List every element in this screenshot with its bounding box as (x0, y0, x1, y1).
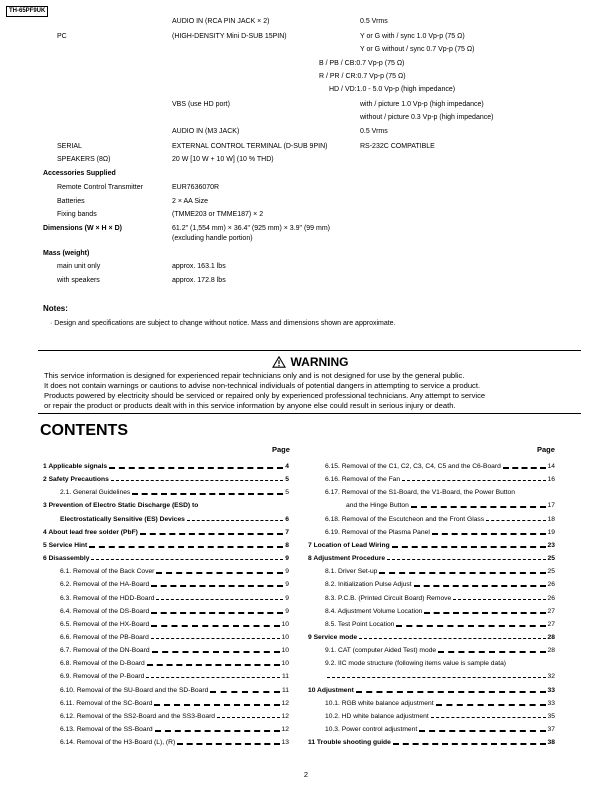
toc-leader (154, 704, 279, 706)
toc-entry[interactable] (60, 659, 289, 668)
spec-text: HD / VD:1.0 - 5.0 Vp-p (high impedance) (329, 86, 456, 93)
toc-label: 6.10. Removal of the SU-Board and the SD-Board (60, 687, 209, 694)
toc-page-number: 11 (282, 687, 289, 694)
toc-page-number: 11 (282, 673, 289, 680)
toc-label: 6.14. Removal of the H3-Board (L), (R) (60, 739, 176, 746)
spec-heading: Dimensions (W × H × D) (43, 225, 122, 232)
page-column-header-left: Page (272, 445, 290, 454)
toc-label: 8 Adjustment Procedure (308, 555, 386, 562)
toc-page-number: 19 (547, 529, 555, 536)
toc-entry[interactable] (308, 633, 555, 642)
toc-leader (396, 625, 545, 627)
toc-page-number: 7 (285, 529, 289, 536)
toc-entry[interactable] (43, 554, 289, 563)
toc-label: 5 Service Hint (43, 542, 88, 549)
toc-label: 6.18. Removal of the Escutcheon and the Front Glass (325, 516, 485, 523)
toc-label: 3 Prevention of Electro Static Discharge (ESD) to (43, 502, 199, 509)
warning-title: WARNING (290, 355, 349, 369)
toc-page-number: 17 (547, 502, 555, 509)
toc-entry[interactable] (325, 620, 555, 629)
toc-page-number: 10 (281, 647, 289, 654)
toc-page-number: 8 (285, 542, 289, 549)
notes-body: · Design and specifications are subject to change without notice. Mass and dimensions shown are approximate. (50, 320, 396, 327)
toc-entry[interactable] (346, 501, 555, 510)
toc-label: 6.11. Removal of the SC-Board (60, 700, 153, 707)
toc-entry[interactable] (325, 594, 555, 603)
toc-entry[interactable] (43, 528, 289, 537)
toc-entry[interactable] (60, 738, 289, 747)
toc-entry[interactable] (60, 594, 289, 603)
toc-entry[interactable] (60, 488, 289, 497)
toc-page-number: 5 (285, 489, 289, 496)
toc-page-number: 12 (281, 700, 289, 707)
toc-entry[interactable] (325, 567, 555, 576)
spec-text: without / picture 0.3 Vp-p (high impedance) (360, 114, 494, 121)
page-number: 2 (303, 770, 309, 779)
toc-page-number: 18 (547, 516, 555, 523)
toc-page-number: 16 (547, 476, 555, 483)
spec-text: with / picture 1.0 Vp-p (high impedance) (360, 101, 484, 108)
toc-leader (453, 599, 545, 600)
toc-label: 6.7. Removal of the DN-Board (60, 647, 150, 654)
toc-page-number: 23 (547, 542, 555, 549)
spec-text: 20 W [10 W + 10 W] (10 % THD) (172, 156, 274, 163)
toc-label: 6.19. Removal of the Plasma Panel (325, 529, 430, 536)
toc-leader (155, 730, 280, 732)
warning-line: This service information is designed for experienced repair technicians only and is not designed for use by the general public. (44, 371, 465, 380)
toc-label: 1 Applicable signals (43, 463, 108, 470)
toc-leader (151, 638, 280, 639)
spec-text: approx. 172.8 lbs (172, 277, 226, 284)
toc-label: 10.3. Power control adjustment (325, 726, 418, 733)
toc-entry[interactable] (60, 686, 289, 695)
spec-text: AUDIO IN (M3 JACK) (172, 128, 240, 135)
toc-entry[interactable] (43, 475, 289, 484)
toc-page-number: 9 (285, 568, 289, 575)
spec-text: R / PR / CR:0.7 Vp-p (75 Ω) (319, 73, 406, 80)
spec-text: 2 × AA Size (172, 198, 208, 205)
warning-line: Products powered by electricity should be serviced or repaired only by experienced professional technicians. Any attempt to service (44, 391, 486, 400)
toc-entry[interactable] (325, 646, 555, 655)
toc-label: 6.8. Removal of the D-Board (60, 660, 145, 667)
toc-leader (177, 743, 279, 745)
toc-leader (503, 467, 546, 469)
toc-page-number: 9 (285, 608, 289, 615)
spec-text: RS-232C COMPATIBLE (360, 143, 435, 150)
spec-text: 0.5 Vrms (360, 18, 388, 25)
spec-heading: Mass (weight) (43, 250, 90, 257)
toc-label: 6.5. Removal of the HX-Board (60, 621, 150, 628)
toc-entry[interactable] (325, 725, 555, 734)
spec-text: (HIGH-DENSITY Mini D-SUB 15PIN) (172, 33, 287, 40)
toc-entry[interactable] (60, 672, 289, 681)
spec-text: Y or G with / sync 1.0 Vp-p (75 Ω) (360, 33, 465, 40)
toc-page-number: 28 (547, 634, 555, 641)
toc-label: 8.4. Adjustment Volume Location (325, 608, 423, 615)
spec-text: Remote Control Transmitter (57, 184, 143, 191)
warning-heading (38, 355, 581, 369)
toc-leader (402, 480, 545, 481)
toc-leader (436, 704, 546, 706)
toc-page-number: 33 (547, 700, 555, 707)
toc-leader (438, 651, 545, 653)
toc-label: 6 Disassembly (43, 555, 90, 562)
toc-entry[interactable] (308, 738, 555, 747)
toc-page-number: 27 (547, 621, 555, 628)
toc-leader (424, 612, 545, 614)
toc-leader (217, 717, 280, 718)
toc-leader (146, 677, 280, 678)
toc-page-number: 38 (547, 739, 555, 746)
toc-leader (140, 533, 283, 535)
toc-entry[interactable] (325, 607, 555, 616)
toc-leader (431, 717, 546, 718)
toc-leader (432, 533, 546, 535)
toc-page-number: 10 (281, 621, 289, 628)
toc-page-number: 5 (285, 476, 289, 483)
toc-entry[interactable] (60, 699, 289, 708)
spec-text: (excluding handle portion) (172, 235, 253, 242)
toc-page-number: 12 (281, 726, 289, 733)
toc-leader (411, 506, 546, 508)
toc-label: 6.15. Removal of the C1, C2, C3, C4, C5 and the C6-Board (325, 463, 501, 470)
toc-leader (156, 572, 283, 574)
toc-page-number: 9 (285, 555, 289, 562)
toc-label: Electrostatically Sensitive (ES) Devices (60, 516, 185, 523)
model-tag: TH-65PF9UK (6, 6, 48, 17)
toc-label: 10 Adjustment (308, 687, 354, 694)
toc-entry[interactable] (308, 554, 555, 563)
toc-leader (89, 546, 283, 548)
toc-page-number: 13 (281, 739, 289, 746)
toc-label: 4 About lead free solder (PbF) (43, 529, 138, 536)
toc-page-number: 27 (547, 608, 555, 615)
toc-entry[interactable] (60, 633, 289, 642)
contents-title: CONTENTS (40, 422, 128, 439)
spec-text: Batteries (57, 198, 85, 205)
toc-page-number: 4 (285, 463, 289, 470)
toc-page-number: 12 (281, 713, 289, 720)
spec-text: main unit only (57, 263, 101, 270)
toc-page-number: 28 (547, 647, 555, 654)
spec-text: SERIAL (57, 143, 82, 150)
toc-label: 6.2. Removal of the HA-Board (60, 581, 150, 588)
toc-label: 6.16. Removal of the Fan (325, 476, 401, 483)
toc-leader (151, 612, 283, 614)
spec-text: EUR7636070R (172, 184, 220, 191)
toc-label: 10.2. HD white balance adjustment (325, 713, 429, 720)
warning-line: It does not contain warnings or cautions to advise non-technical individuals of potential dangers in attempting to service a product. (44, 381, 481, 390)
toc-label: 10.1. RGB white balance adjustment (325, 700, 434, 707)
toc-label: 9 Service mode (308, 634, 358, 641)
toc-page-number: 37 (547, 726, 555, 733)
toc-leader (132, 493, 283, 495)
toc-page-number: 32 (547, 673, 555, 680)
notes-title: Notes: (43, 304, 68, 313)
toc-leader (359, 638, 545, 639)
spec-text: EXTERNAL CONTROL TERMINAL (D-SUB 9PIN) (172, 143, 328, 150)
toc-label: 6.4. Removal of the DS-Board (60, 608, 150, 615)
warning-triangle-icon (271, 356, 287, 368)
toc-page-number: 35 (547, 713, 555, 720)
toc-leader (187, 520, 283, 521)
toc-entry[interactable] (43, 501, 289, 510)
toc-leader (392, 546, 546, 548)
toc-label: 6.12. Removal of the SS2-Board and the SS3-Board (60, 713, 216, 720)
toc-entry[interactable] (60, 620, 289, 629)
toc-label: 6.3. Removal of the HDD-Board (60, 595, 155, 602)
toc-entry[interactable] (43, 541, 289, 550)
spec-heading: Accessories Supplied (43, 170, 116, 177)
toc-page-number: 9 (285, 595, 289, 602)
toc-entry[interactable] (60, 567, 289, 576)
toc-leader (393, 743, 546, 745)
toc-entry[interactable] (308, 541, 555, 550)
toc-leader (419, 730, 545, 732)
toc-label: 6.1. Removal of the Back Cover (60, 568, 155, 575)
toc-label: 7 Location of Lead Wiring (308, 542, 390, 549)
toc-entry[interactable] (325, 462, 555, 471)
toc-label: 6.6. Removal of the PB-Board (60, 634, 149, 641)
toc-entry[interactable] (325, 515, 555, 524)
toc-page-number: 10 (281, 634, 289, 641)
toc-label: 6.13. Removal of the SS-Board (60, 726, 153, 733)
toc-leader (356, 691, 546, 693)
toc-label: 9.1. CAT (computer Aided Test) mode (325, 647, 437, 654)
spec-text: (TMME203 or TMME187) × 2 (172, 211, 264, 218)
toc-label: and the Hinge Button (346, 502, 409, 509)
toc-entry[interactable] (325, 699, 555, 708)
toc-entry[interactable] (60, 712, 289, 721)
toc-page-number: 9 (285, 581, 289, 588)
toc-leader (91, 559, 283, 560)
warning-line: or repair the product or products dealt with in this service information by anyone else could result in serious injury or death. (44, 401, 456, 410)
toc-entry[interactable] (43, 462, 289, 471)
toc-label: 8.5. Test Point Location (325, 621, 395, 628)
toc-entry[interactable] (325, 488, 555, 497)
toc-page-number: 33 (547, 687, 555, 694)
toc-label: 9.2. IIC mode structure (following items value is sample data) (325, 660, 507, 667)
toc-label: 11 Trouble shooting guide (308, 739, 391, 746)
toc-leader (486, 520, 545, 521)
toc-label: 2.1. General Guidelines (60, 489, 131, 496)
toc-page-number: 26 (547, 595, 555, 602)
toc-entry[interactable] (325, 475, 555, 484)
toc-entry[interactable] (60, 515, 289, 524)
toc-page-number: 6 (285, 516, 289, 523)
toc-page-number: 25 (547, 555, 555, 562)
toc-entry[interactable] (325, 528, 555, 537)
toc-leader (379, 572, 545, 574)
toc-entry[interactable] (325, 672, 555, 681)
toc-entry[interactable] (60, 580, 289, 589)
toc-page-number: 25 (547, 568, 555, 575)
toc-leader (414, 585, 546, 587)
spec-text: PC (57, 33, 67, 40)
toc-leader (156, 599, 283, 600)
toc-label: 8.2. Initialization Pulse Adjust (325, 581, 412, 588)
toc-entry[interactable] (325, 580, 555, 589)
toc-leader (327, 677, 546, 678)
toc-page-number: 14 (547, 463, 555, 470)
spec-text: approx. 163.1 lbs (172, 263, 226, 270)
spec-text: SPEAKERS (8Ω) (57, 156, 111, 163)
toc-label: 2 Safety Precautions (43, 476, 109, 483)
spec-text: B / PB / CB:0.7 Vp-p (75 Ω) (319, 60, 405, 67)
toc-page-number: 10 (281, 660, 289, 667)
toc-entry[interactable] (60, 607, 289, 616)
spec-text: 0.5 Vrms (360, 128, 388, 135)
toc-label: 8.3. P.C.B. (Printed Circuit Board) Remove (325, 595, 452, 602)
warning-box (38, 350, 581, 414)
spec-text: 61.2" (1,554 mm) × 36.4" (925 mm) × 3.9" (99 mm) (172, 225, 331, 232)
toc-leader (210, 691, 280, 693)
spec-text: VBS (use HD port) (172, 101, 230, 108)
spec-text: Fixing bands (57, 211, 97, 218)
toc-page-number: 26 (547, 581, 555, 588)
toc-label: 8.1. Driver Set-up (325, 568, 378, 575)
toc-leader (152, 651, 280, 653)
spec-text: with speakers (57, 277, 100, 284)
spec-text: AUDIO IN (RCA PIN JACK × 2) (172, 18, 270, 25)
toc-entry[interactable] (308, 686, 555, 695)
toc-entry[interactable] (325, 659, 555, 668)
toc-entry[interactable] (325, 712, 555, 721)
page-column-header-right: Page (537, 445, 555, 454)
toc-leader (151, 625, 279, 627)
toc-label: 6.9. Removal of the P-Board (60, 673, 145, 680)
toc-leader (111, 480, 283, 481)
toc-label: 6.17. Removal of the S1-Board, the V1-Board, the Power Button (325, 489, 515, 496)
spec-text: Y or G without / sync 0.7 Vp-p (75 Ω) (360, 46, 475, 53)
toc-leader (387, 559, 546, 560)
toc-leader (151, 585, 283, 587)
toc-leader (109, 467, 283, 469)
toc-entry[interactable] (60, 725, 289, 734)
toc-entry[interactable] (60, 646, 289, 655)
toc-leader (147, 664, 280, 666)
